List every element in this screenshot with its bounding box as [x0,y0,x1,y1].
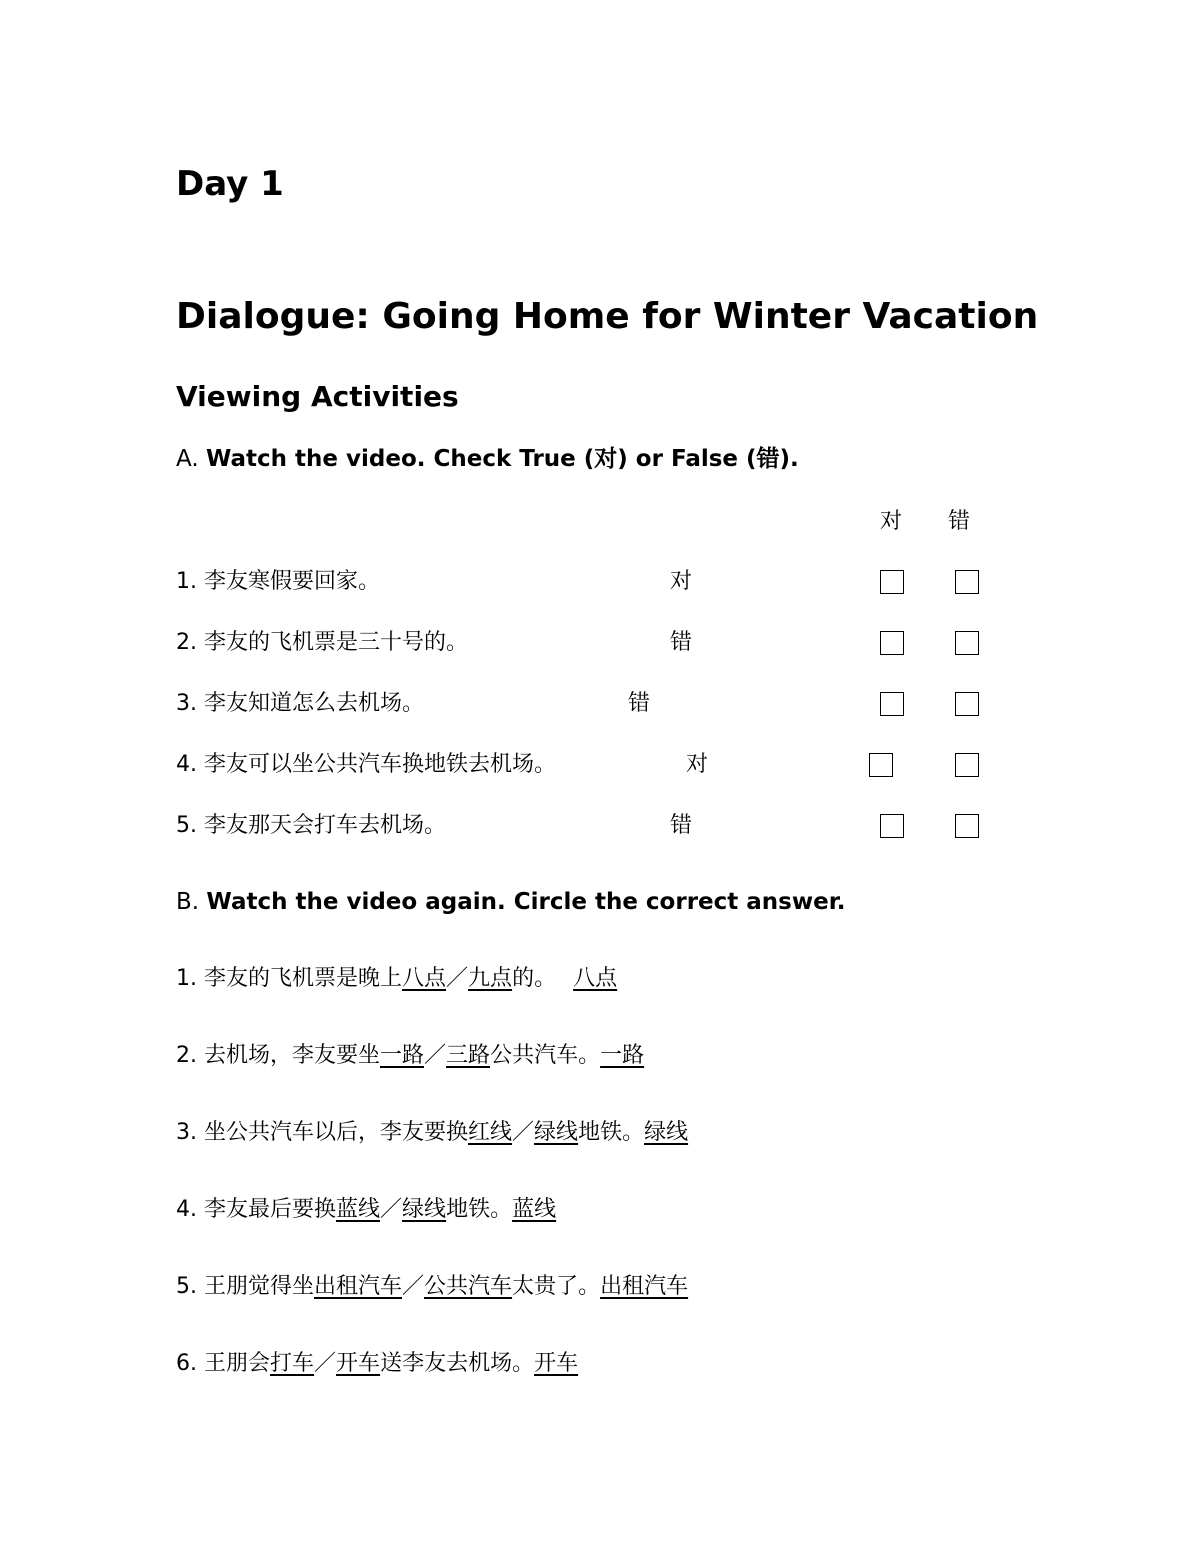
handwritten-answer: 错 [628,691,651,716]
question-ending: 送李友去机场。 [380,1351,535,1376]
question-number: 1. [176,569,197,594]
question-text: 李友可以坐公共汽车换地铁去机场。 [204,752,557,777]
option-separator: ／ [446,966,469,991]
section-subtitle: Viewing Activities [176,380,459,413]
false-checkbox[interactable] [955,814,979,838]
mc-question [176,1349,578,1379]
tf-question [176,811,446,841]
option-a[interactable]: 打车 [270,1351,315,1376]
option-a[interactable]: 一路 [380,1043,425,1068]
handwritten-answer: 对 [686,752,709,777]
true-checkbox[interactable] [880,631,904,655]
question-text: 李友那天会打车去机场。 [204,813,447,838]
question-number: 3. [176,1120,197,1145]
tf-question [176,750,556,780]
section-a-instruction [176,444,799,474]
option-a[interactable]: 出租汽车 [314,1274,403,1299]
question-ending: 公共汽车。 [490,1043,601,1068]
section-b-instruction-text: Watch the video again. Circle the correct answer. [206,889,846,915]
question-stem: 王朋会 [204,1351,271,1376]
question-number: 4. [176,1197,197,1222]
false-checkbox[interactable] [955,753,979,777]
option-a[interactable]: 八点 [402,966,447,991]
option-b[interactable]: 绿线 [402,1197,447,1222]
option-separator: ／ [314,1351,337,1376]
false-column-header: 错 [948,509,971,534]
question-number: 5. [176,813,197,838]
question-text: 李友的飞机票是三十号的。 [204,630,469,655]
option-b[interactable]: 开车 [336,1351,381,1376]
written-answer: 八点 [573,966,618,991]
option-a[interactable]: 蓝线 [336,1197,381,1222]
true-checkbox[interactable] [880,814,904,838]
question-stem: 李友最后要换 [204,1197,337,1222]
handwritten-answer: 错 [670,813,693,838]
mc-question [176,1118,688,1148]
false-checkbox[interactable] [955,631,979,655]
day-heading: Day 1 [176,164,284,204]
mc-question [176,1195,556,1225]
question-stem: 去机场，李友要坐 [204,1043,381,1068]
mc-question [176,1272,688,1302]
page-title: Dialogue: Going Home for Winter Vacation [176,296,1039,337]
question-number: 2. [176,1043,197,1068]
question-ending: 的。 [512,966,557,991]
false-checkbox[interactable] [955,570,979,594]
question-number: 1. [176,966,197,991]
question-number: 5. [176,1274,197,1299]
written-answer: 出租汽车 [600,1274,689,1299]
section-a-instruction-text: Watch the video. Check True (对) or False (错). [205,446,799,472]
question-ending: 地铁。 [578,1120,645,1145]
option-separator: ／ [380,1197,403,1222]
option-b[interactable]: 三路 [446,1043,491,1068]
question-number: 3. [176,691,197,716]
true-checkbox[interactable] [880,692,904,716]
false-checkbox[interactable] [955,692,979,716]
question-stem: 李友的飞机票是晚上 [204,966,403,991]
true-checkbox[interactable] [880,570,904,594]
mc-question [176,1041,644,1071]
section-b-instruction [176,887,846,917]
written-answer: 蓝线 [512,1197,557,1222]
section-a-prefix: A. [176,446,199,472]
handwritten-answer: 对 [670,569,693,594]
question-number: 2. [176,630,197,655]
true-checkbox[interactable] [869,753,893,777]
question-text: 李友寒假要回家。 [204,569,381,594]
tf-question [176,689,424,719]
option-a[interactable]: 红线 [468,1120,513,1145]
question-text: 李友知道怎么去机场。 [204,691,425,716]
true-column-header: 对 [880,509,903,534]
question-ending: 太贵了。 [512,1274,601,1299]
written-answer: 一路 [600,1043,645,1068]
mc-question [176,964,617,994]
question-number: 4. [176,752,197,777]
option-b[interactable]: 公共汽车 [424,1274,513,1299]
written-answer: 开车 [534,1351,579,1376]
handwritten-answer: 错 [670,630,693,655]
question-number: 6. [176,1351,197,1376]
option-separator: ／ [424,1043,447,1068]
option-separator: ／ [402,1274,425,1299]
option-b[interactable]: 九点 [468,966,513,991]
tf-question [176,628,468,658]
written-answer: 绿线 [644,1120,689,1145]
section-b-prefix: B. [176,889,200,915]
option-b[interactable]: 绿线 [534,1120,579,1145]
question-ending: 地铁。 [446,1197,513,1222]
tf-question [176,567,380,597]
question-stem: 王朋觉得坐 [204,1274,315,1299]
option-separator: ／ [512,1120,535,1145]
question-stem: 坐公共汽车以后，李友要换 [204,1120,469,1145]
